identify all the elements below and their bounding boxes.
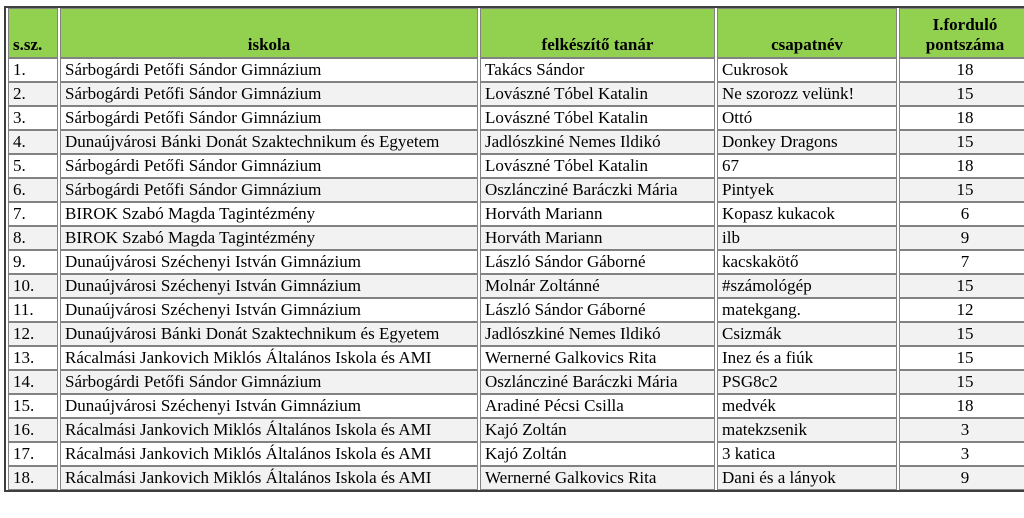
column-header-csapatnev: csapatnév: [717, 8, 897, 58]
cell-sz: 10.: [8, 274, 58, 298]
cell-pont: 7: [899, 250, 1024, 274]
cell-pont: 18: [899, 394, 1024, 418]
table-row: [8, 178, 1024, 202]
cell-pont: 6: [899, 202, 1024, 226]
cell-tanar: László Sándor Gáborné: [480, 250, 715, 274]
cell-csapatnev: Inez és a fiúk: [717, 346, 897, 370]
column-header-iskola: iskola: [60, 8, 478, 58]
cell-iskola: Dunaújvárosi Bánki Donát Szaktechnikum és Egyetem: [60, 130, 478, 154]
table-row: [8, 466, 1024, 490]
cell-iskola: Dunaújvárosi Bánki Donát Szaktechnikum és Egyetem: [60, 322, 478, 346]
table-row: [8, 442, 1024, 466]
cell-sz: 8.: [8, 226, 58, 250]
cell-pont: 12: [899, 298, 1024, 322]
cell-iskola: Dunaújvárosi Széchenyi István Gimnázium: [60, 298, 478, 322]
cell-tanar: Aradiné Pécsi Csilla: [480, 394, 715, 418]
cell-csapatnev: ilb: [717, 226, 897, 250]
cell-sz: 13.: [8, 346, 58, 370]
cell-tanar: Horváth Mariann: [480, 226, 715, 250]
cell-pont: 9: [899, 466, 1024, 490]
cell-sz: 15.: [8, 394, 58, 418]
table-row: [8, 202, 1024, 226]
cell-tanar: Takács Sándor: [480, 58, 715, 82]
cell-csapatnev: Ottó: [717, 106, 897, 130]
cell-tanar: Horváth Mariann: [480, 202, 715, 226]
cell-iskola: Dunaújvárosi Széchenyi István Gimnázium: [60, 274, 478, 298]
table-row: [8, 106, 1024, 130]
cell-pont: 15: [899, 274, 1024, 298]
cell-sz: 16.: [8, 418, 58, 442]
cell-tanar: Jadlószkiné Nemes Ildikó: [480, 130, 715, 154]
cell-csapatnev: matekzsenik: [717, 418, 897, 442]
cell-pont: 18: [899, 106, 1024, 130]
cell-tanar: Wernerné Galkovics Rita: [480, 346, 715, 370]
cell-sz: 6.: [8, 178, 58, 202]
column-header-pont: I.forduló pontszáma: [899, 8, 1024, 58]
table-row: [8, 154, 1024, 178]
cell-sz: 7.: [8, 202, 58, 226]
cell-iskola: Sárbogárdi Petőfi Sándor Gimnázium: [60, 154, 478, 178]
cell-sz: 12.: [8, 322, 58, 346]
cell-iskola: Rácalmási Jankovich Miklós Általános Iskola és AMI: [60, 466, 478, 490]
table-row: [8, 370, 1024, 394]
cell-iskola: Rácalmási Jankovich Miklós Általános Iskola és AMI: [60, 442, 478, 466]
cell-pont: 15: [899, 322, 1024, 346]
cell-iskola: Sárbogárdi Petőfi Sándor Gimnázium: [60, 106, 478, 130]
results-table: [4, 6, 1024, 492]
cell-tanar: Molnár Zoltánné: [480, 274, 715, 298]
cell-iskola: Rácalmási Jankovich Miklós Általános Iskola és AMI: [60, 418, 478, 442]
cell-sz: 1.: [8, 58, 58, 82]
cell-csapatnev: medvék: [717, 394, 897, 418]
cell-sz: 14.: [8, 370, 58, 394]
cell-tanar: Kajó Zoltán: [480, 442, 715, 466]
cell-csapatnev: Pintyek: [717, 178, 897, 202]
table-row: [8, 58, 1024, 82]
cell-csapatnev: Dani és a lányok: [717, 466, 897, 490]
table-body: [8, 58, 1024, 490]
header-row: [8, 8, 1024, 58]
table-header: [8, 8, 1024, 58]
cell-sz: 9.: [8, 250, 58, 274]
cell-tanar: Lovászné Tóbel Katalin: [480, 154, 715, 178]
cell-iskola: Sárbogárdi Petőfi Sándor Gimnázium: [60, 370, 478, 394]
table-row: [8, 346, 1024, 370]
cell-sz: 3.: [8, 106, 58, 130]
table-row: [8, 82, 1024, 106]
cell-tanar: Lovászné Tóbel Katalin: [480, 106, 715, 130]
cell-tanar: Wernerné Galkovics Rita: [480, 466, 715, 490]
table-row: [8, 226, 1024, 250]
cell-pont: 15: [899, 346, 1024, 370]
cell-pont: 18: [899, 154, 1024, 178]
cell-tanar: Lovászné Tóbel Katalin: [480, 82, 715, 106]
cell-csapatnev: kacskakötő: [717, 250, 897, 274]
cell-pont: 3: [899, 442, 1024, 466]
cell-iskola: BIROK Szabó Magda Tagintézmény: [60, 202, 478, 226]
table-row: [8, 130, 1024, 154]
table-row: [8, 394, 1024, 418]
cell-iskola: Dunaújvárosi Széchenyi István Gimnázium: [60, 250, 478, 274]
cell-iskola: Sárbogárdi Petőfi Sándor Gimnázium: [60, 82, 478, 106]
cell-csapatnev: Cukrosok: [717, 58, 897, 82]
cell-iskola: Dunaújvárosi Széchenyi István Gimnázium: [60, 394, 478, 418]
cell-csapatnev: Kopasz kukacok: [717, 202, 897, 226]
table-row: [8, 274, 1024, 298]
cell-iskola: Rácalmási Jankovich Miklós Általános Iskola és AMI: [60, 346, 478, 370]
cell-pont: 15: [899, 370, 1024, 394]
cell-tanar: László Sándor Gáborné: [480, 298, 715, 322]
cell-csapatnev: Donkey Dragons: [717, 130, 897, 154]
cell-iskola: Sárbogárdi Petőfi Sándor Gimnázium: [60, 58, 478, 82]
table-row: [8, 322, 1024, 346]
cell-iskola: BIROK Szabó Magda Tagintézmény: [60, 226, 478, 250]
cell-csapatnev: PSG8c2: [717, 370, 897, 394]
cell-pont: 18: [899, 58, 1024, 82]
cell-sz: 11.: [8, 298, 58, 322]
cell-csapatnev: 67: [717, 154, 897, 178]
cell-sz: 5.: [8, 154, 58, 178]
cell-tanar: Oszláncziné Baráczki Mária: [480, 178, 715, 202]
cell-sz: 2.: [8, 82, 58, 106]
cell-pont: 15: [899, 178, 1024, 202]
cell-tanar: Jadlószkiné Nemes Ildikó: [480, 322, 715, 346]
cell-csapatnev: 3 katica: [717, 442, 897, 466]
cell-csapatnev: Ne szorozz velünk!: [717, 82, 897, 106]
cell-tanar: Oszláncziné Baráczki Mária: [480, 370, 715, 394]
cell-pont: 15: [899, 130, 1024, 154]
cell-sz: 4.: [8, 130, 58, 154]
cell-pont: 15: [899, 82, 1024, 106]
cell-csapatnev: Csizmák: [717, 322, 897, 346]
cell-sz: 18.: [8, 466, 58, 490]
table-row: [8, 418, 1024, 442]
column-header-sz: s.sz.: [8, 8, 58, 58]
cell-csapatnev: #számológép: [717, 274, 897, 298]
column-header-tanar: felkészítő tanár: [480, 8, 715, 58]
cell-pont: 3: [899, 418, 1024, 442]
table-row: [8, 250, 1024, 274]
table-row: [8, 298, 1024, 322]
cell-pont: 9: [899, 226, 1024, 250]
cell-iskola: Sárbogárdi Petőfi Sándor Gimnázium: [60, 178, 478, 202]
cell-csapatnev: matekgang.: [717, 298, 897, 322]
cell-tanar: Kajó Zoltán: [480, 418, 715, 442]
cell-sz: 17.: [8, 442, 58, 466]
